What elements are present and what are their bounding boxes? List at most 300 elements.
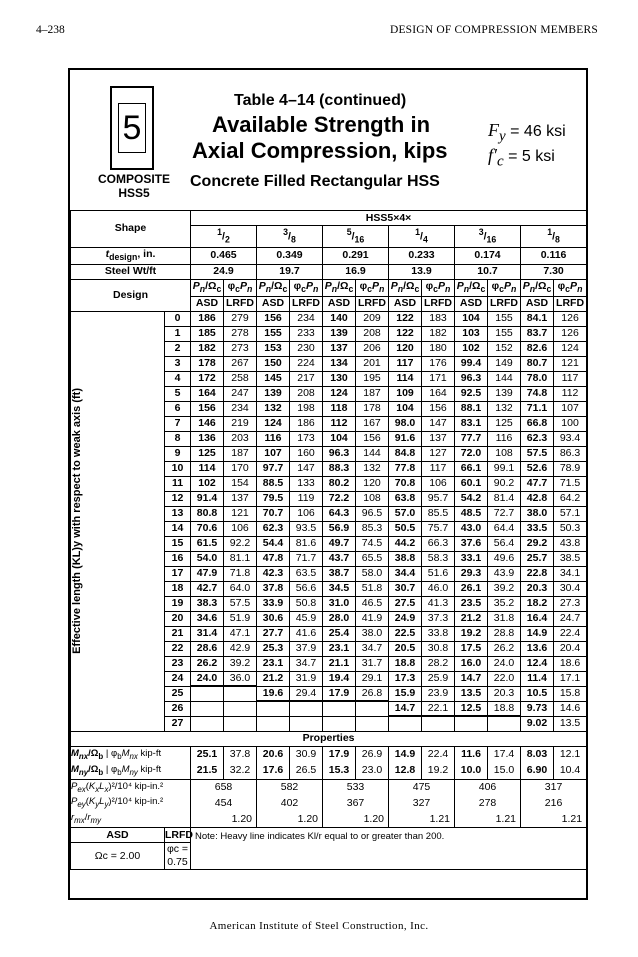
asd-value: 18.2 (521, 596, 554, 611)
lrfd-value (290, 701, 323, 716)
asd-value: 107 (257, 446, 290, 461)
asd-header: $P_n/\Omega_c$ (323, 279, 356, 296)
asd-value: 49.7 (323, 536, 356, 551)
lrfd-value: 58.3 (422, 551, 455, 566)
asd-value: 24.9 (389, 611, 422, 626)
lrfd-value: 233 (290, 326, 323, 341)
asd-value: 98.0 (389, 416, 422, 431)
lrfd-value: 149 (488, 356, 521, 371)
asd-value: 19.6 (257, 686, 290, 701)
asd-value: 164 (191, 386, 224, 401)
kl-cell: 10 (165, 461, 191, 476)
lrfd-header: $\varphi_cP_n$ (290, 279, 323, 296)
asd-value: 29.2 (521, 536, 554, 551)
asd-value: 61.5 (191, 536, 224, 551)
asd-value: 23.5 (455, 596, 488, 611)
page-footer: American Institute of Steel Construction, Inc. (209, 920, 429, 932)
lrfd-value (224, 686, 257, 701)
asd-value: 96.3 (323, 446, 356, 461)
asd-value: 43.0 (455, 521, 488, 536)
lrfd-value: 208 (356, 326, 389, 341)
section-number: 5 (118, 103, 146, 153)
asd-value: 42.3 (257, 566, 290, 581)
lrfd-value: 71.8 (224, 566, 257, 581)
lrfd-value: 46.0 (422, 581, 455, 596)
asd-value: 16.4 (521, 611, 554, 626)
asd-value: 9.02 (521, 716, 554, 731)
asd-value: 91.6 (389, 431, 422, 446)
asd-value: 11.4 (521, 671, 554, 686)
asd-value: 145 (257, 371, 290, 386)
kl-cell: 21 (165, 626, 191, 641)
weight-cell: 10.7 (455, 264, 521, 279)
table-row (71, 811, 587, 827)
lrfd-value: 201 (356, 356, 389, 371)
table-number: Table 4–14 (continued) (234, 92, 407, 109)
asd-value: 104 (455, 311, 488, 326)
mny-value: 32.2 (224, 763, 257, 779)
lrfd-value: 51.8 (356, 581, 389, 596)
pex-value: 533 (323, 779, 389, 795)
asd-value: 182 (191, 341, 224, 356)
lrfd-value: 144 (488, 371, 521, 386)
asd-value (191, 716, 224, 731)
mnx-value: 30.9 (290, 746, 323, 762)
mny-label: $M_{ny}/\Omega_b$ | $\varphi_bM_{ny}$ kip-ft (71, 763, 191, 779)
lrfd-value: 267 (224, 356, 257, 371)
asd-value: 74.8 (521, 386, 554, 401)
lrfd-header: $\varphi_cP_n$ (488, 279, 521, 296)
thickness-cell: $^1/_4$ (389, 226, 455, 248)
asd-value: 117 (389, 356, 422, 371)
lrfd-value: 47.1 (224, 626, 257, 641)
asd-value: 116 (257, 431, 290, 446)
lrfd-value: 41.9 (356, 611, 389, 626)
asd-label: ASD (389, 296, 422, 311)
lrfd-value: 155 (488, 326, 521, 341)
lrfd-value: 117 (422, 461, 455, 476)
asd-value: 42.7 (191, 581, 224, 596)
asd-header: $P_n/\Omega_c$ (389, 279, 422, 296)
kl-cell: 11 (165, 476, 191, 491)
lrfd-value: 29.4 (290, 686, 323, 701)
lrfd-value: 22.1 (422, 701, 455, 716)
asd-value: 31.0 (323, 596, 356, 611)
lrfd-value: 195 (356, 371, 389, 386)
lrfd-value: 78.9 (554, 461, 587, 476)
asd-value: 77.8 (389, 461, 422, 476)
properties-label: Properties (71, 731, 587, 746)
lrfd-value: 74.5 (356, 536, 389, 551)
lrfd-value: 203 (224, 431, 257, 446)
asd-value: 57.5 (521, 446, 554, 461)
asd-value: 34.4 (389, 566, 422, 581)
lrfd-value: 178 (356, 401, 389, 416)
asd-value: 33.1 (455, 551, 488, 566)
kl-cell: 24 (165, 671, 191, 686)
asd-value: 83.1 (455, 416, 488, 431)
r-value: 1.20 (191, 811, 257, 827)
lrfd-value: 144 (356, 446, 389, 461)
lrfd-value (356, 716, 389, 731)
kl-cell: 20 (165, 611, 191, 626)
lrfd-value: 15.8 (554, 686, 587, 701)
asd-value: 153 (257, 341, 290, 356)
asd-value: 80.8 (191, 506, 224, 521)
asd-value (323, 716, 356, 731)
lrfd-value: 187 (356, 386, 389, 401)
asd-value: 64.3 (323, 506, 356, 521)
lrfd-value: 38.5 (554, 551, 587, 566)
lrfd-value: 20.4 (554, 641, 587, 656)
lrfd-value: 63.5 (290, 566, 323, 581)
lrfd-value: 30.4 (554, 581, 587, 596)
lrfd-value: 119 (290, 491, 323, 506)
effective-length-label: Effective length (KL)y with respect to weak axis (ft) (71, 311, 165, 731)
asd-value: 104 (389, 401, 422, 416)
asd-value: 109 (389, 386, 422, 401)
asd-value: 33.9 (257, 596, 290, 611)
mnx-value: 12.1 (554, 746, 587, 762)
asd-value: 56.9 (323, 521, 356, 536)
asd-value: 83.7 (521, 326, 554, 341)
page-header (36, 24, 598, 40)
mny-value: 17.6 (257, 763, 290, 779)
mny-value: 10.4 (554, 763, 587, 779)
weight-cell: 19.7 (257, 264, 323, 279)
tdesign-label: $t_{design}$, in. (71, 247, 191, 264)
asd-value: 155 (257, 326, 290, 341)
page-number: 4–238 (36, 24, 65, 36)
weight-cell: 24.9 (191, 264, 257, 279)
asd-value: 132 (257, 401, 290, 416)
weight-label: Steel Wt/ft (71, 264, 191, 279)
lrfd-value: 93.4 (554, 431, 587, 446)
asd-value: 17.3 (389, 671, 422, 686)
lrfd-value: 20.3 (488, 686, 521, 701)
table-row (71, 779, 587, 795)
lrfd-value: 51.9 (224, 611, 257, 626)
lrfd-value: 34.7 (356, 641, 389, 656)
pex-value: 317 (521, 779, 587, 795)
asd-value: 43.7 (323, 551, 356, 566)
asd-value: 25.3 (257, 641, 290, 656)
mnx-value: 25.1 (191, 746, 224, 762)
asd-value: 57.0 (389, 506, 422, 521)
asd-value: 146 (191, 416, 224, 431)
mny-value: 21.5 (191, 763, 224, 779)
lrfd-value: 24.0 (488, 656, 521, 671)
mnx-value: 37.8 (224, 746, 257, 762)
asd-value: 38.0 (521, 506, 554, 521)
mnx-value: 20.6 (257, 746, 290, 762)
asd-value: 66.8 (521, 416, 554, 431)
lrfd-value: 273 (224, 341, 257, 356)
asd-value: 20.3 (521, 581, 554, 596)
table-row (71, 746, 587, 762)
lrfd-value: 132 (356, 461, 389, 476)
asd-value: 14.9 (521, 626, 554, 641)
asd-value: 70.8 (389, 476, 422, 491)
mnx-value: 11.6 (455, 746, 488, 762)
lrfd-value: 33.8 (422, 626, 455, 641)
lrfd-value: 43.9 (488, 566, 521, 581)
lrfd-value: 31.9 (290, 671, 323, 686)
asd-value: 30.7 (389, 581, 422, 596)
asd-value: 19.4 (323, 671, 356, 686)
lrfd-value: 95.7 (422, 491, 455, 506)
table-row (71, 279, 587, 296)
lrfd-value (422, 716, 455, 731)
lrfd-value: 176 (422, 356, 455, 371)
asd-value: 37.8 (257, 581, 290, 596)
lrfd-value: 81.4 (488, 491, 521, 506)
lrfd-value: 126 (554, 311, 587, 326)
lrfd-value: 96.5 (356, 506, 389, 521)
fc-value: $f'_c = 5$ ksi (488, 145, 555, 170)
weight-cell: 7.30 (521, 264, 587, 279)
lrfd-value: 117 (554, 371, 587, 386)
asd-value: 112 (323, 416, 356, 431)
asd-value: 22.8 (521, 566, 554, 581)
asd-value: 80.7 (521, 356, 554, 371)
lrfd-value: 160 (290, 446, 323, 461)
kl-cell: 26 (165, 701, 191, 716)
lrfd-value: 66.3 (422, 536, 455, 551)
lrfd-value: 65.5 (356, 551, 389, 566)
asd-value: 99.4 (455, 356, 488, 371)
lrfd-value: 156 (356, 431, 389, 446)
section-label-1: COMPOSITE (97, 172, 170, 186)
asd-value: 178 (191, 356, 224, 371)
mnx-value: 22.4 (422, 746, 455, 762)
table-subtitle: Concrete Filled Rectangular HSS (190, 173, 440, 190)
weight-cell: 16.9 (323, 264, 389, 279)
asd-label: ASD (521, 296, 554, 311)
table-header (70, 70, 586, 210)
lrfd-value: 64.0 (224, 581, 257, 596)
asd-value: 92.5 (455, 386, 488, 401)
asd-value: 139 (323, 326, 356, 341)
asd-value: 13.6 (521, 641, 554, 656)
table-row (71, 731, 587, 746)
lrfd-value: 112 (554, 386, 587, 401)
lrfd-value: 154 (224, 476, 257, 491)
asd-label: ASD (455, 296, 488, 311)
lrfd-value (224, 701, 257, 716)
asd-value: 122 (389, 311, 422, 326)
asd-value: 118 (323, 401, 356, 416)
asd-value: 186 (191, 311, 224, 326)
lrfd-value: 86.3 (554, 446, 587, 461)
lrfd-value: 182 (422, 326, 455, 341)
foot-asd: ASD (71, 828, 165, 843)
omega-value: Ωc = 2.00 (71, 843, 165, 870)
lrfd-value: 58.0 (356, 566, 389, 581)
kl-cell: 7 (165, 416, 191, 431)
kl-cell: 0 (165, 311, 191, 326)
lrfd-value: 125 (488, 416, 521, 431)
lrfd-value: 209 (356, 311, 389, 326)
lrfd-header: $\varphi_cP_n$ (422, 279, 455, 296)
lrfd-value: 167 (356, 416, 389, 431)
asd-value: 10.5 (521, 686, 554, 701)
asd-value (191, 701, 224, 716)
tdesign-cell: 0.291 (323, 247, 389, 264)
lrfd-label: LRFD (422, 296, 455, 311)
lrfd-value: 43.8 (554, 536, 587, 551)
section-label-2: HSS5 (118, 186, 150, 200)
table-title-1: Available Strength in (212, 112, 431, 137)
lrfd-value: 57.1 (554, 506, 587, 521)
lrfd-value: 50.8 (290, 596, 323, 611)
pey-value: 216 (521, 795, 587, 811)
asd-value: 72.2 (323, 491, 356, 506)
asd-value: 42.8 (521, 491, 554, 506)
table-row (71, 311, 587, 326)
lrfd-value: 75.7 (422, 521, 455, 536)
kl-cell: 22 (165, 641, 191, 656)
lrfd-value: 106 (290, 506, 323, 521)
asd-value: 26.2 (191, 656, 224, 671)
asd-value: 9.73 (521, 701, 554, 716)
lrfd-value: 46.5 (356, 596, 389, 611)
lrfd-value: 81.1 (224, 551, 257, 566)
lrfd-value: 26.8 (356, 686, 389, 701)
asd-value: 136 (191, 431, 224, 446)
mnx-label: $M_{nx}/\Omega_b$ | $\varphi_bM_{nx}$ kip-ft (71, 746, 191, 762)
kl-cell: 27 (165, 716, 191, 731)
mny-value: 15.3 (323, 763, 356, 779)
asd-value: 96.3 (455, 371, 488, 386)
asd-value: 140 (323, 311, 356, 326)
lrfd-value: 100 (554, 416, 587, 431)
asd-value: 70.7 (257, 506, 290, 521)
lrfd-value: 230 (290, 341, 323, 356)
lrfd-value: 116 (488, 431, 521, 446)
lrfd-value (290, 716, 323, 731)
asd-value: 54.4 (257, 536, 290, 551)
lrfd-label: LRFD (224, 296, 257, 311)
mny-value: 6.90 (521, 763, 554, 779)
lrfd-value: 25.9 (422, 671, 455, 686)
asd-value: 125 (191, 446, 224, 461)
lrfd-value: 56.4 (488, 536, 521, 551)
lrfd-value: 198 (290, 401, 323, 416)
pey-value: 402 (257, 795, 323, 811)
pey-value: 278 (455, 795, 521, 811)
asd-value: 14.7 (389, 701, 422, 716)
mnx-value: 14.9 (389, 746, 422, 762)
table-row (71, 795, 587, 811)
lrfd-value: 31.7 (356, 656, 389, 671)
thickness-cell: $^1/_8$ (521, 226, 587, 248)
lrfd-value: 42.9 (224, 641, 257, 656)
lrfd-value: 147 (422, 416, 455, 431)
kl-cell: 19 (165, 596, 191, 611)
lrfd-value: 28.2 (422, 656, 455, 671)
r-value: 1.20 (257, 811, 323, 827)
asd-value: 50.5 (389, 521, 422, 536)
thickness-cell: $^3/_8$ (257, 226, 323, 248)
asd-value: 18.8 (389, 656, 422, 671)
lrfd-value: 155 (488, 311, 521, 326)
asd-value: 137 (323, 341, 356, 356)
lrfd-value: 208 (290, 386, 323, 401)
asd-value: 172 (191, 371, 224, 386)
shape-value: HSS5×4× (191, 211, 587, 226)
lrfd-value: 22.4 (554, 626, 587, 641)
thickness-cell: $^5/_{16}$ (323, 226, 389, 248)
asd-value: 150 (257, 356, 290, 371)
lrfd-value: 133 (290, 476, 323, 491)
lrfd-value: 85.3 (356, 521, 389, 536)
asd-value: 114 (191, 461, 224, 476)
lrfd-value: 187 (224, 446, 257, 461)
asd-value: 47.9 (191, 566, 224, 581)
asd-value: 114 (389, 371, 422, 386)
lrfd-value: 18.8 (488, 701, 521, 716)
mnx-value: 26.9 (356, 746, 389, 762)
asd-value: 156 (257, 311, 290, 326)
lrfd-value: 64.4 (488, 521, 521, 536)
mny-value: 15.0 (488, 763, 521, 779)
lrfd-value: 29.1 (356, 671, 389, 686)
lrfd-value: 234 (290, 311, 323, 326)
asd-value: 47.7 (521, 476, 554, 491)
asd-value: 88.5 (257, 476, 290, 491)
asd-value: 91.4 (191, 491, 224, 506)
pex-label: $P_{ex}(K_xL_x)^2/10^4$ kip-in.² (71, 779, 191, 795)
kl-cell: 3 (165, 356, 191, 371)
asd-value: 134 (323, 356, 356, 371)
asd-value: 66.1 (455, 461, 488, 476)
tdesign-cell: 0.233 (389, 247, 455, 264)
lrfd-value: 49.6 (488, 551, 521, 566)
asd-value: 130 (323, 371, 356, 386)
kl-cell: 23 (165, 656, 191, 671)
mny-value: 19.2 (422, 763, 455, 779)
asd-value: 52.6 (521, 461, 554, 476)
asd-value: 84.1 (521, 311, 554, 326)
lrfd-value: 147 (290, 461, 323, 476)
asd-value: 70.6 (191, 521, 224, 536)
lrfd-value: 57.5 (224, 596, 257, 611)
lrfd-value: 93.5 (290, 521, 323, 536)
asd-value: 38.7 (323, 566, 356, 581)
asd-value: 15.9 (389, 686, 422, 701)
lrfd-value: 41.3 (422, 596, 455, 611)
lrfd-value: 30.8 (422, 641, 455, 656)
kl-cell: 6 (165, 401, 191, 416)
asd-value: 34.6 (191, 611, 224, 626)
mny-value: 10.0 (455, 763, 488, 779)
asd-value: 104 (323, 431, 356, 446)
asd-value: 16.0 (455, 656, 488, 671)
asd-value: 28.6 (191, 641, 224, 656)
asd-value: 62.3 (257, 521, 290, 536)
asd-value: 38.3 (191, 596, 224, 611)
lrfd-value: 108 (356, 491, 389, 506)
kl-cell: 4 (165, 371, 191, 386)
pey-value: 327 (389, 795, 455, 811)
table-row (71, 763, 587, 779)
lrfd-value: 156 (422, 401, 455, 416)
lrfd-value: 34.7 (290, 656, 323, 671)
asd-header: $P_n/\Omega_c$ (521, 279, 554, 296)
asd-value: 27.7 (257, 626, 290, 641)
lrfd-value: 92.2 (224, 536, 257, 551)
